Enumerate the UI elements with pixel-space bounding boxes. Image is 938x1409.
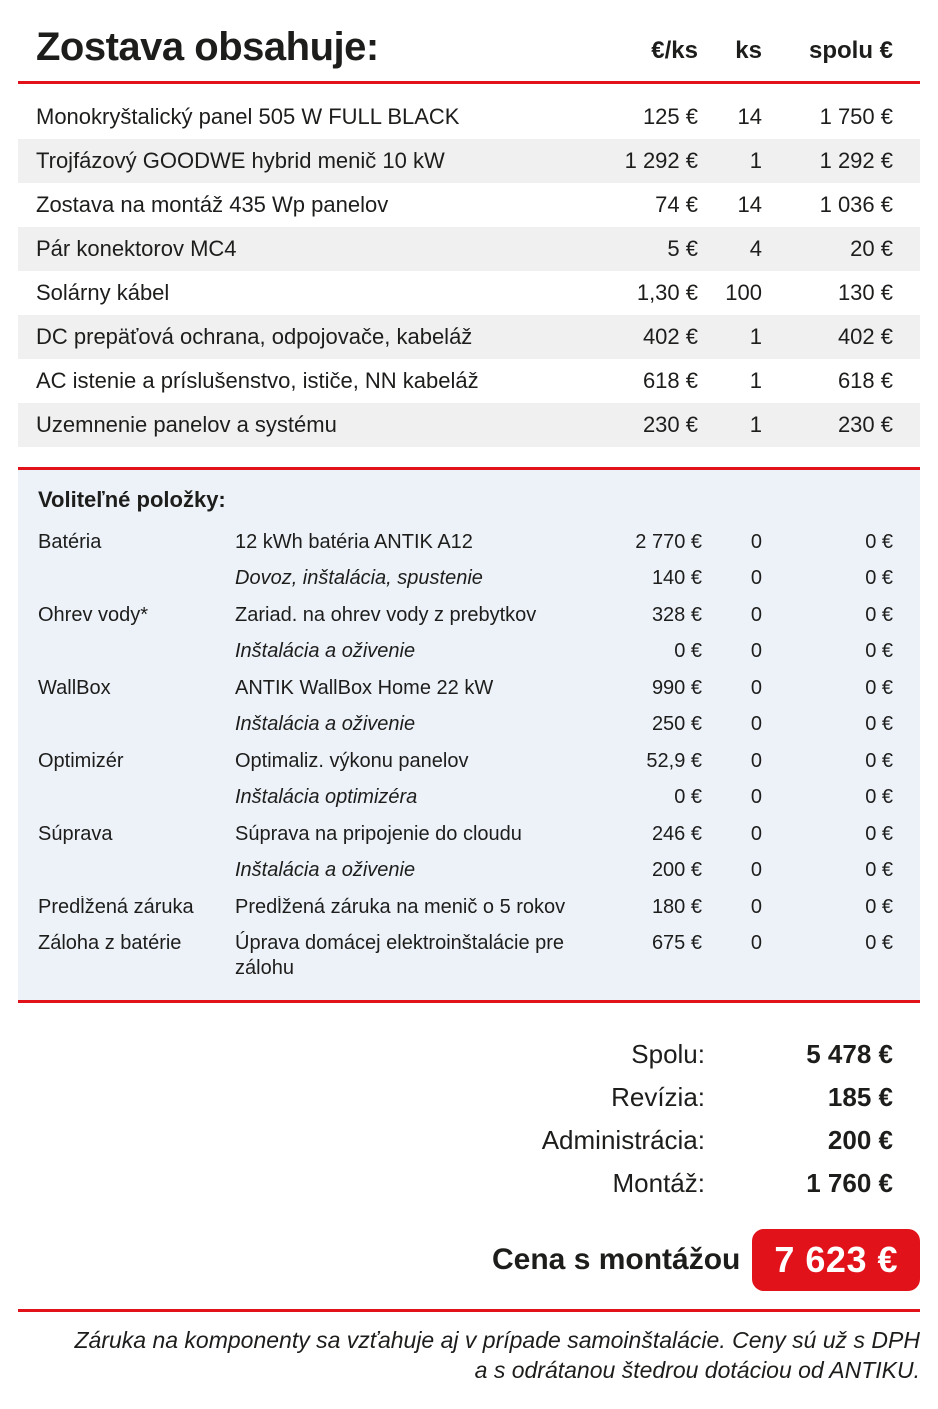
optional-category: Ohrev vody* [38, 603, 149, 626]
table-header [18, 0, 920, 70]
footnote [18, 1325, 920, 1385]
optional-total: 0 € [865, 640, 893, 663]
footnote-line-1: Záruka na komponenty sa vzťahuje aj v prípade samoinštalácie. Ceny sú už s DPH [74, 1326, 920, 1353]
table-row [18, 227, 920, 271]
optional-total: 0 € [865, 749, 893, 772]
item-quantity: 1 [749, 368, 762, 393]
optional-quantity: 0 [750, 859, 762, 882]
price-sheet [18, 0, 920, 1385]
optional-description: ANTIK WallBox Home 22 kW [235, 676, 494, 699]
optional-category: Predĺžená záruka [38, 895, 194, 918]
optional-unit-price: 0 € [674, 640, 702, 663]
optional-section-title: Voliteľné položky: [38, 487, 226, 512]
page-title: Zostava obsahuje: [36, 25, 379, 69]
column-header-price-per-unit: €/ks [651, 37, 698, 64]
optional-quantity: 0 [750, 676, 762, 699]
optional-unit-price: 328 € [651, 603, 702, 626]
optional-row [38, 597, 893, 634]
item-total: 230 € [837, 412, 893, 437]
item-name: Monokryštalický panel 505 W FULL BLACK [36, 104, 460, 129]
optional-description: Zariad. na ohrev vody z prebytkov [235, 603, 537, 626]
optional-category: WallBox [38, 676, 111, 699]
summary-value: 5 478 € [806, 1038, 893, 1069]
optional-row [38, 889, 893, 926]
optional-items-section [18, 467, 920, 1003]
divider-line-top [18, 81, 920, 84]
optional-category: Batéria [38, 530, 102, 553]
item-quantity: 14 [737, 104, 762, 129]
optional-row [38, 561, 893, 598]
optional-quantity: 0 [750, 567, 762, 590]
optional-quantity: 0 [750, 931, 762, 954]
optional-category: Záloha z batérie [38, 931, 182, 954]
summary-value: 1 760 € [806, 1167, 893, 1198]
table-row [18, 95, 920, 139]
summary-row [18, 1033, 920, 1076]
optional-unit-price: 0 € [674, 786, 702, 809]
item-unit-price: 5 € [667, 236, 698, 261]
optional-category: Súprava [38, 822, 113, 845]
item-unit-price: 230 € [642, 412, 698, 437]
optional-unit-price: 200 € [651, 859, 702, 882]
item-quantity: 100 [725, 280, 762, 305]
item-total: 618 € [837, 368, 893, 393]
optional-description: Inštalácia a oživenie [235, 713, 416, 736]
optional-total: 0 € [865, 895, 893, 918]
item-name: AC istenie a príslušenstvo, ističe, NN kabeláž [36, 368, 479, 393]
optional-description: Optimaliz. výkonu panelov [235, 749, 469, 772]
optional-quantity: 0 [750, 749, 762, 772]
column-header-total: spolu € [808, 37, 893, 64]
item-quantity: 4 [749, 236, 762, 261]
optional-unit-price: 140 € [651, 567, 702, 590]
item-total: 1 036 € [819, 192, 893, 217]
optional-quantity: 0 [750, 713, 762, 736]
summary-row [18, 1076, 920, 1119]
item-unit-price: 74 € [655, 192, 698, 217]
optional-quantity: 0 [750, 640, 762, 663]
optional-items-table [38, 524, 893, 996]
optional-row [38, 926, 893, 996]
item-name: Solárny kábel [36, 280, 170, 305]
optional-description: Inštalácia optimizéra [235, 786, 418, 809]
table-row [18, 403, 920, 447]
optional-quantity: 0 [750, 603, 762, 626]
optional-total: 0 € [865, 822, 893, 845]
optional-total: 0 € [865, 786, 893, 809]
optional-total: 0 € [865, 530, 893, 553]
summary-label: Montáž: [612, 1167, 705, 1198]
optional-description: Predĺžená záruka na menič o 5 rokov [235, 895, 566, 918]
optional-total: 0 € [865, 859, 893, 882]
summary-row [18, 1119, 920, 1162]
optional-total: 0 € [865, 567, 893, 590]
grand-total-price-badge: 7 623 € [752, 1229, 920, 1291]
item-unit-price: 402 € [642, 324, 698, 349]
optional-row [38, 743, 893, 780]
column-header-quantity: ks [735, 37, 762, 64]
summary-value: 185 € [827, 1081, 893, 1112]
item-name: DC prepäťová ochrana, odpojovače, kabeláž [36, 324, 473, 349]
item-quantity: 1 [749, 148, 762, 173]
summary-value: 200 € [827, 1124, 893, 1155]
optional-quantity: 0 [750, 895, 762, 918]
optional-row [38, 780, 893, 817]
item-unit-price: 1,30 € [636, 280, 698, 305]
optional-description: Dovoz, inštalácia, spustenie [235, 567, 483, 590]
optional-unit-price: 180 € [651, 895, 702, 918]
optional-total: 0 € [865, 931, 893, 954]
optional-row [38, 634, 893, 671]
optional-unit-price: 250 € [651, 713, 702, 736]
optional-quantity: 0 [750, 786, 762, 809]
item-total: 402 € [837, 324, 893, 349]
optional-row [38, 707, 893, 744]
optional-total: 0 € [865, 603, 893, 626]
summary-row [18, 1162, 920, 1205]
optional-row [38, 670, 893, 707]
item-total: 1 292 € [819, 148, 893, 173]
optional-unit-price: 675 € [651, 931, 702, 954]
optional-description: 12 kWh batéria ANTIK A12 [235, 530, 473, 553]
optional-total: 0 € [865, 713, 893, 736]
footnote-line-2: a s odrátanou štedrou dotáciou od ANTIKU. [474, 1356, 920, 1383]
grand-total-label: Cena s montážou [492, 1242, 741, 1276]
optional-description: Inštalácia a oživenie [235, 859, 416, 882]
summary-section [18, 1033, 920, 1205]
optional-unit-price: 52,9 € [646, 749, 702, 772]
item-name: Zostava na montáž 435 Wp panelov [36, 192, 389, 217]
table-row [18, 139, 920, 183]
optional-unit-price: 990 € [651, 676, 702, 699]
item-unit-price: 125 € [642, 104, 698, 129]
table-row [18, 183, 920, 227]
summary-label: Revízia: [611, 1081, 705, 1112]
optional-row [38, 853, 893, 890]
optional-quantity: 0 [750, 530, 762, 553]
item-name: Uzemnenie panelov a systému [36, 412, 337, 437]
optional-category: Optimizér [38, 749, 124, 772]
item-unit-price: 618 € [642, 368, 698, 393]
item-total: 20 € [850, 236, 893, 261]
optional-description: Úprava domácej elektroinštalácie pre zálohu [235, 931, 565, 979]
optional-unit-price: 246 € [651, 822, 702, 845]
divider-line-bottom [18, 1309, 920, 1312]
optional-row [38, 816, 893, 853]
item-name: Pár konektorov MC4 [36, 236, 237, 261]
item-quantity: 14 [737, 192, 762, 217]
table-row [18, 359, 920, 403]
item-quantity: 1 [749, 324, 762, 349]
item-name: Trojfázový GOODWE hybrid menič 10 kW [36, 148, 445, 173]
optional-unit-price: 2 770 € [635, 530, 702, 553]
grand-total-row [18, 1229, 920, 1291]
optional-total: 0 € [865, 676, 893, 699]
item-quantity: 1 [749, 412, 762, 437]
optional-description: Súprava na pripojenie do cloudu [235, 822, 522, 845]
optional-quantity: 0 [750, 822, 762, 845]
item-unit-price: 1 292 € [624, 148, 698, 173]
table-row [18, 315, 920, 359]
item-total: 1 750 € [819, 104, 893, 129]
summary-label: Spolu: [631, 1038, 705, 1069]
summary-label: Administrácia: [541, 1124, 705, 1155]
optional-row [38, 524, 893, 561]
included-items-table [18, 95, 920, 447]
item-total: 130 € [837, 280, 893, 305]
table-row [18, 271, 920, 315]
optional-description: Inštalácia a oživenie [235, 640, 416, 663]
